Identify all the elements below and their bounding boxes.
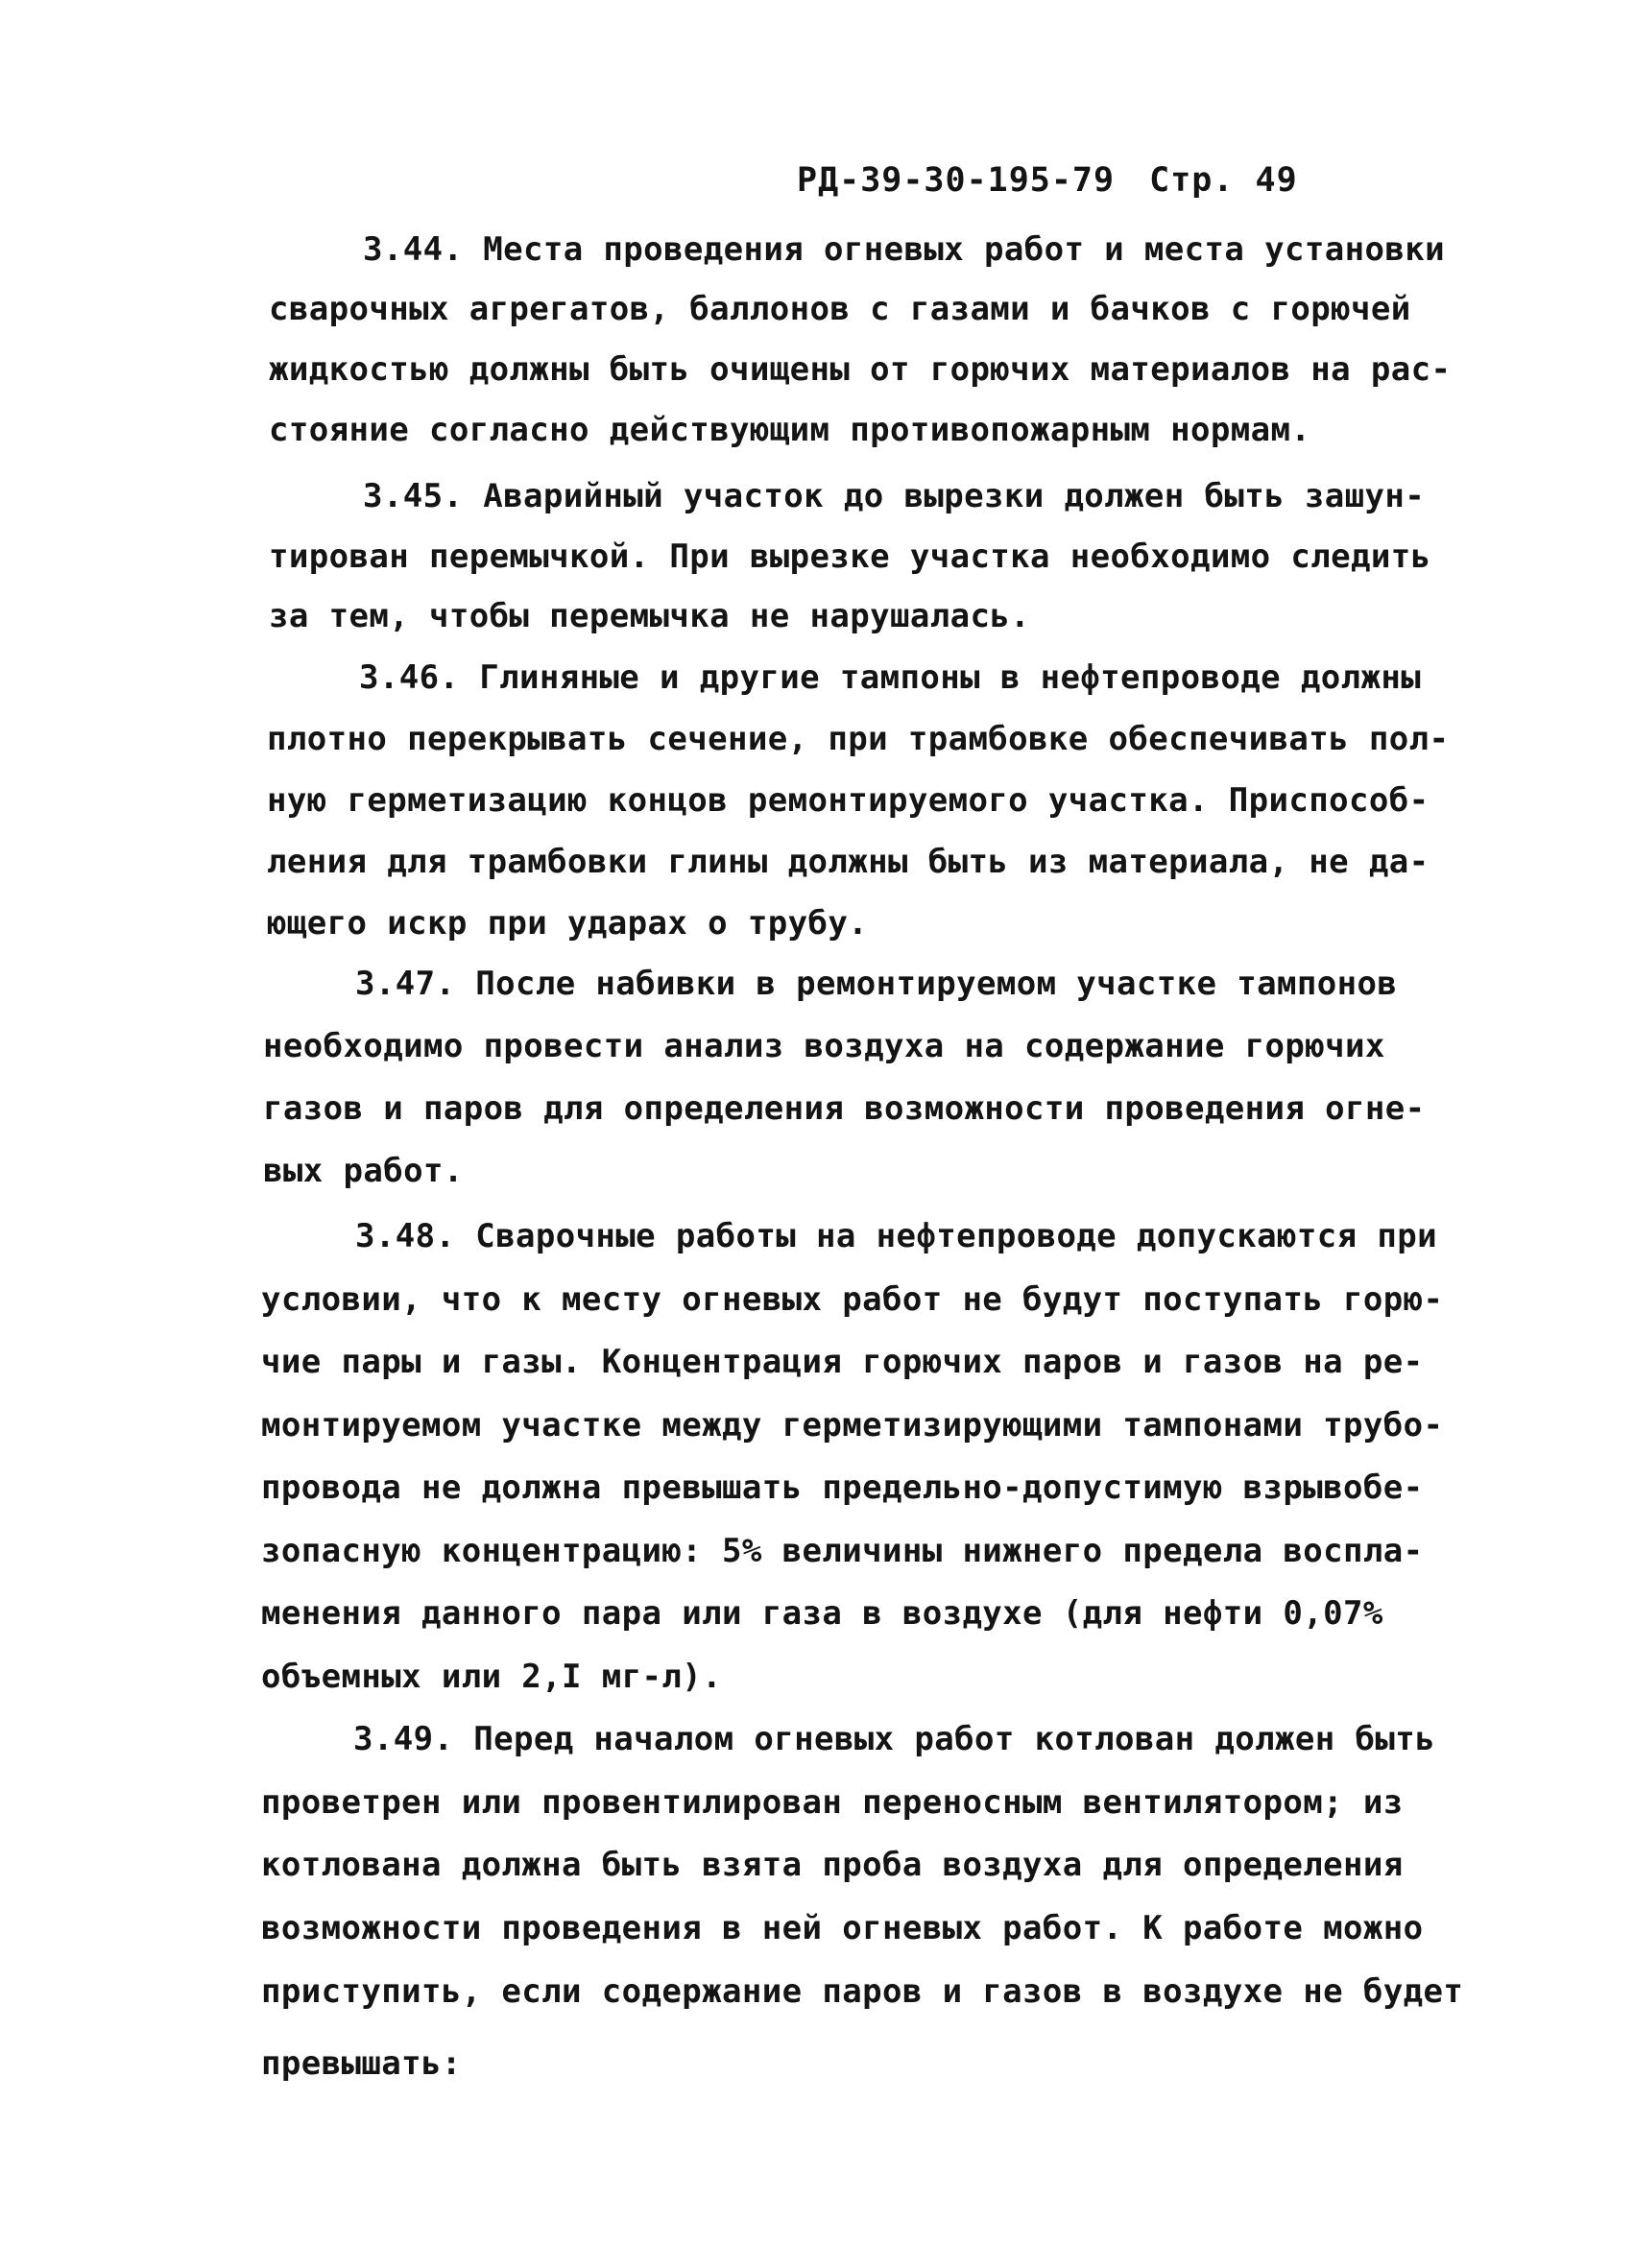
paragraph-line: стояние согласно действующим противопожарным нормам. xyxy=(269,411,1311,449)
paragraph-line: возможности проведения в ней огневых работ. К работе можно xyxy=(261,1909,1424,1947)
paragraph-line: чие пары и газы. Концентрация горючих паров и газов на ре- xyxy=(261,1343,1424,1381)
paragraph-line: 3.45. Аварийный участок до вырезки должен быть зашун- xyxy=(363,477,1426,515)
paragraph-line: провода не должна превышать предельно-допустимую взрывобе- xyxy=(261,1468,1424,1507)
paragraph-line: ную герметизацию концов ремонтируемого участка. Приспособ- xyxy=(267,781,1430,820)
page-header xyxy=(797,161,1298,200)
paragraph-line: жидкостью должны быть очищены от горючих материалов на рас- xyxy=(269,350,1452,389)
paragraph-line: сварочных агрегатов, баллонов с газами и бачков с горючей xyxy=(269,290,1411,328)
document-code: РД-39-30-195-79 xyxy=(797,161,1116,200)
paragraph-line: 3.46. Глиняные и другие тампоны в нефтепроводе должны xyxy=(359,658,1422,697)
paragraph-line: приступить, если содержание паров и газов в воздухе не будет xyxy=(261,1972,1464,2011)
paragraph-line: газов и паров для определения возможности проведения огне- xyxy=(263,1089,1426,1128)
paragraph-line: проветрен или провентилирован переносным вентилятором; из xyxy=(261,1783,1404,1822)
paragraph-line: необходимо провести анализ воздуха на содержание горючих xyxy=(263,1027,1385,1065)
paragraph-line: котлована должна быть взята проба воздуха для определения xyxy=(261,1846,1404,1884)
paragraph-line: вых работ. xyxy=(263,1152,464,1190)
paragraph-line: менения данного пара или газа в воздухе (для нефти 0,07% xyxy=(261,1594,1383,1633)
page-number: Стр. 49 xyxy=(1149,161,1298,200)
paragraph-line: 3.44. Места проведения огневых работ и места установки xyxy=(363,230,1445,269)
paragraph-line: за тем, чтобы перемычка не нарушалась. xyxy=(269,597,1031,635)
paragraph-line: условии, что к месту огневых работ не будут поступать горю- xyxy=(261,1280,1444,1319)
paragraph-line: зопасную концентрацию: 5% величины нижнего предела воспла- xyxy=(261,1532,1424,1570)
paragraph-line: ления для трамбовки глины должны быть из материала, не да- xyxy=(267,843,1430,881)
paragraph-line: 3.47. После набивки в ремонтируемом участке тампонов xyxy=(355,965,1398,1003)
paragraph-line: 3.48. Сварочные работы на нефтепроводе допускаются при xyxy=(355,1217,1437,1255)
paragraph-line: монтируемом участке между герметизирующими тампонами трубо- xyxy=(261,1406,1444,1444)
paragraph-line: плотно перекрывать сечение, при трамбовке обеспечивать пол- xyxy=(267,720,1450,758)
paragraph-line: тирован перемычкой. При вырезке участка необходимо следить xyxy=(269,537,1431,576)
paragraph-line: ющего искр при ударах о трубу. xyxy=(267,904,869,943)
paragraph-line: 3.49. Перед началом огневых работ котлован должен быть xyxy=(353,1720,1435,1758)
paragraph-line: объемных или 2,I мг-л). xyxy=(261,1658,723,1696)
paragraph-line: превышать: xyxy=(261,2044,462,2083)
